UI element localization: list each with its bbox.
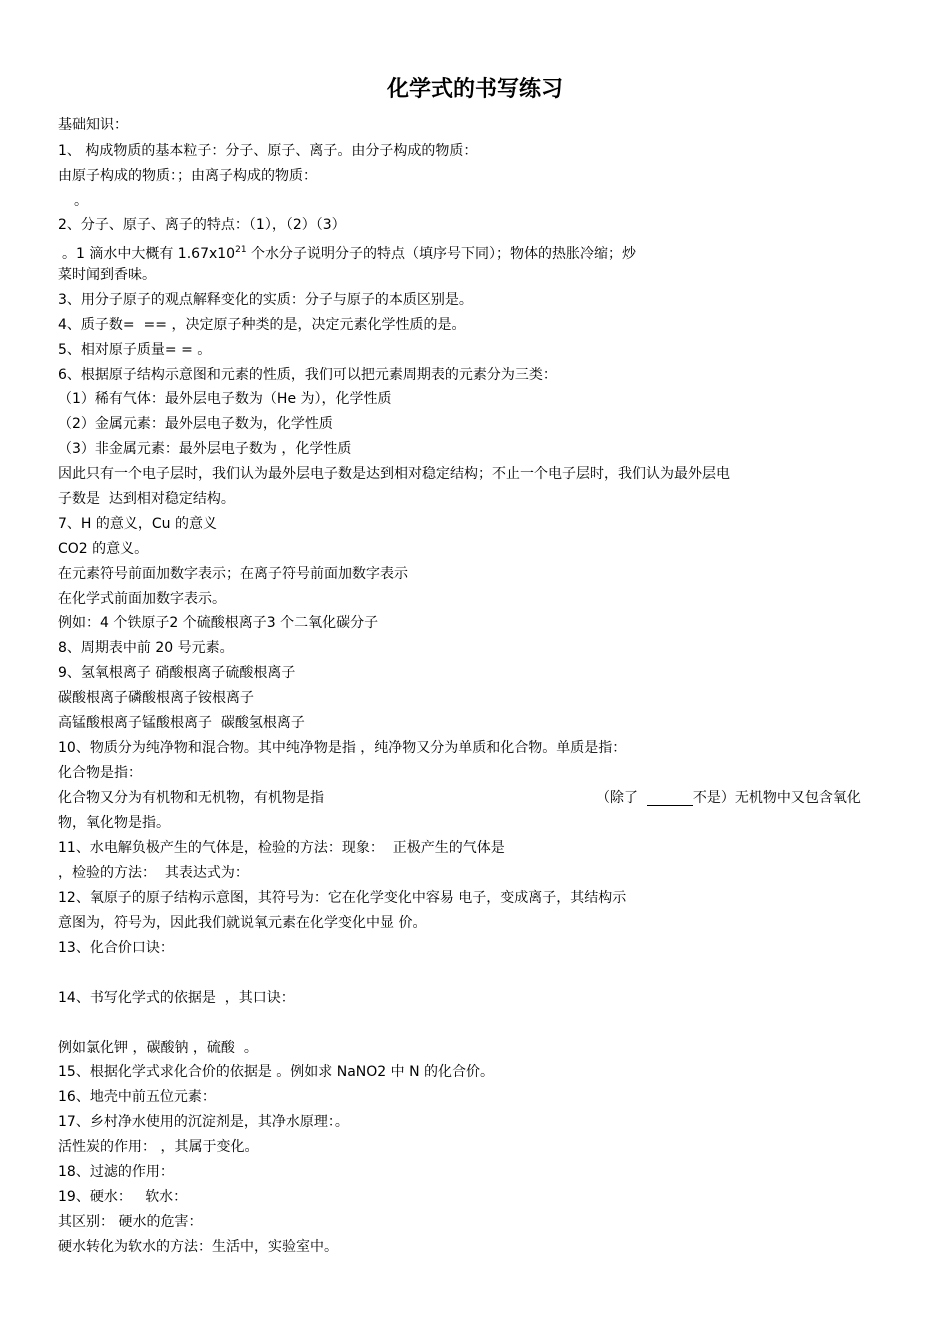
q5-line: 5、相对原子质量= = 。 bbox=[58, 342, 212, 358]
q9-line-3: 高锰酸根离子锰酸根离子 碳酸氢根离子 bbox=[58, 715, 305, 731]
q17-line-1: 17、乡村净水使用的沉淀剂是，其净水原理：。 bbox=[58, 1114, 349, 1130]
q1-line-2: 由原子构成的物质：；由离子构成的物质： bbox=[58, 168, 317, 184]
intro-label: 基础知识： bbox=[58, 117, 128, 133]
q4-line: 4、质子数= == ，决定原子种类的是，决定元素化学性质的是。 bbox=[58, 317, 466, 333]
q7-line-4: 在化学式前面加数字表示。 bbox=[58, 591, 226, 607]
q19-line-3: 硬水转化为软水的方法：生活中，实验室中。 bbox=[58, 1239, 338, 1255]
q10-line-2: 化合物是指： bbox=[58, 765, 142, 781]
q19-line-1: 19、硬水： 软水： bbox=[58, 1189, 188, 1205]
q10-line-3-right: （除了 不是）无机物中又包含氧化 bbox=[596, 790, 861, 806]
q9-line-1: 9、氢氧根离子 硝酸根离子硫酸根离子 bbox=[58, 665, 296, 681]
q2-line-1: 2、分子、原子、离子的特点：（1），（2）（3） bbox=[58, 217, 346, 233]
answer-blank[interactable] bbox=[647, 790, 693, 806]
q12-line-2: 意图为，符号为，因此我们就说氧元素在化学变化中显 价。 bbox=[58, 915, 427, 931]
q7-line-1: 7、H 的意义，Cu 的意义 bbox=[58, 516, 217, 532]
q6-heading: 6、根据原子结构示意图和元素的性质，我们可以把元素周期表的元素分为三类： bbox=[58, 367, 557, 383]
q2-line-3: 菜时闻到香味。 bbox=[58, 267, 156, 283]
q6-item-2: （2）金属元素：最外层电子数为，化学性质 bbox=[58, 416, 333, 432]
q8-line: 8、周期表中前 20 号元素。 bbox=[58, 640, 234, 656]
page-title: 化学式的书写练习 bbox=[386, 77, 563, 102]
q6-item-3: （3）非金属元素：最外层电子数为 ，化学性质 bbox=[58, 441, 352, 457]
q10-line-4: 物，氧化物是指。 bbox=[58, 815, 170, 831]
q11-line-2: ，检验的方法： 其表达式为： bbox=[58, 865, 249, 881]
q7-line-3: 在元素符号前面加数字表示；在离子符号前面加数字表示 bbox=[58, 566, 408, 582]
q1-line-3: 。 bbox=[74, 193, 88, 209]
q10-line-1: 10、物质分为纯净物和混合物。其中纯净物是指 ，纯净物又分为单质和化合物。单质是指： bbox=[58, 740, 627, 756]
q2-line-2: 。1 滴水中大概有 $1.67x10^{21}$ 个水分子说明分子的特点（填序号下同）；物体的热胀冷缩；炒 bbox=[62, 245, 636, 262]
q7-line-5: 例如：4 个铁原子2 个硫酸根离子3 个二氧化碳分子 bbox=[58, 615, 379, 631]
q15-line: 15、根据化学式求化合价的依据是 。例如求 NaNO2 中 N 的化合价。 bbox=[58, 1064, 495, 1080]
q6-conclusion-1: 因此只有一个电子层时，我们认为最外层电子数是达到相对稳定结构；不止一个电子层时，我们认为最外层电 bbox=[58, 466, 730, 482]
q9-line-2: 碳酸根离子磷酸根离子铵根离子 bbox=[58, 690, 254, 706]
q6-conclusion-2: 子数是 达到相对稳定结构。 bbox=[58, 491, 235, 507]
q14-line-2: 例如氯化钾 ，碳酸钠 ，硫酸 。 bbox=[58, 1040, 258, 1056]
q14-line-1: 14、书写化学式的依据是 ，其口诀： bbox=[58, 990, 295, 1006]
q12-line-1: 12、氧原子的原子结构示意图，其符号为：它在化学变化中容易 电子，变成离子，其结构示 bbox=[58, 890, 627, 906]
q18-line: 18、过滤的作用： bbox=[58, 1164, 174, 1180]
q11-line-1: 11、水电解负极产生的气体是，检验的方法：现象： 正极产生的气体是 bbox=[58, 840, 505, 856]
q7-line-2: CO2 的意义。 bbox=[58, 541, 149, 557]
q10-line-3: 化合物又分为有机物和无机物，有机物是指 bbox=[58, 790, 324, 806]
q6-item-1: （1）稀有气体：最外层电子数为（He 为），化学性质 bbox=[58, 391, 392, 407]
q16-line: 16、地壳中前五位元素： bbox=[58, 1089, 216, 1105]
q3-line: 3、用分子原子的观点解释变化的实质：分子与原子的本质区别是。 bbox=[58, 292, 473, 308]
q19-line-2: 其区别： 硬水的危害： bbox=[58, 1214, 203, 1230]
q1-line-1: 1、 构成物质的基本粒子：分子、原子、离子。由分子构成的物质： bbox=[58, 143, 478, 159]
q17-line-2: 活性炭的作用： ，其属于变化。 bbox=[58, 1139, 259, 1155]
q13-line: 13、化合价口诀： bbox=[58, 940, 174, 956]
